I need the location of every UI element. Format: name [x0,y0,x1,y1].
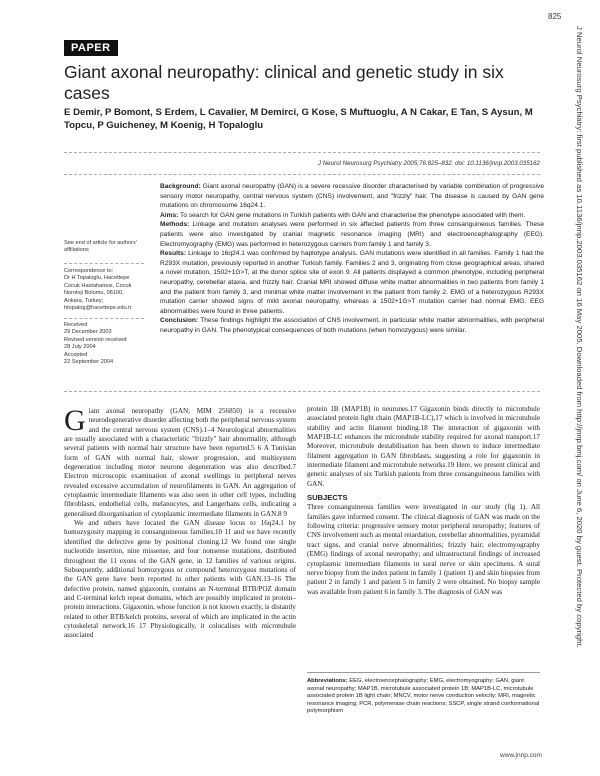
abstract-conclusion [160,316,544,335]
body-column-1 [64,404,296,641]
section-label: PAPER [64,40,118,56]
side-divider-1 [64,263,144,264]
abstract-results [160,249,544,316]
drop-cap: G [64,404,86,437]
conclusion-label: Conclusion: [160,317,199,325]
methods-label: Methods: [160,221,190,229]
abstract-divider [64,391,540,392]
vertical-note-text: J Neurol Neurosurg Psychiatry: first published as 10.1136/jnnp.2003.035162 on 16 May 2005. Downloaded from http://jnnp.bmj.com/ on June 6, 2020 by guest. Protected by copyright. [575,26,584,648]
article-title: Giant axonal neuropathy: clinical and genetic study in six cases [64,62,504,103]
side-divider-2 [64,318,144,319]
received-label: Received [64,322,88,328]
background-label: Background: [160,183,201,190]
footer-url[interactable]: www.jnnp.com [500,752,542,759]
intro-paragraph-1 [64,404,296,519]
accepted-label: Accepted [64,351,88,358]
dates-block [64,322,144,366]
abbreviations-text: EEG, electroencephalography; EMG, electromyography; GAN, giant axonal neuropathy; MAP1B, microtubule associated protein 1B; MAP1B-LC, microtubule associated protein 1B light chain; MNCV, motor nerve conduction velocity; MRI, magnetic resonance imaging; PCR, polymerase chain reactions; SSCP, single strand conformational polymorphism [307,678,540,715]
background-text: Giant axonal neuropathy (GAN) is a severe recessive disorder characterised by variable combination of progressive sensory motor neuropathy, central nervous system (CNS) involvement, and "frizzly" hair. The disease is caused by GAN gene mutations on chromosome 16q24.1. [160,183,544,210]
body-column-2 [307,405,540,597]
vertical-download-note [575,26,589,706]
conclusion-text: These findings highlight the association of CNS involvement, in particular white matter abnormalities, with peripheral neuropathy in GAN. The phenotypical consequences of both mutations (when homozygous) were similar. [160,317,544,334]
abstract [160,182,544,336]
header-divider [64,152,540,153]
results-text: Linkage to 16q24.1 was confirmed by haplotype analysis. GAN mutations were identified in all families. Family 1 had the R293X mutation, previously reported in another Turkish family. Families 2 and 3, originating from close geographical areas, shared a novel mutation, 1502+1G>T, at the donor splice site of exon 9. All patients displayed a common phenotype, including peripheral neuropathy, cerebellar ataxia, and frizzly hair. Cranial MRI showed diffuse white matter abnormalities in two patients from family 1 and the patient from family 3, and minimal white matter involvement in the patient from family 2. EMG of a heterozygous R293X mutation carrier showed signs of mild axonal neuropathy, whereas a 1502+1G>T mutation carrier had normal EMG. EEG abnormalities were found in three patients. [160,250,544,315]
citation-divider [64,174,540,175]
page-number: 825 [548,12,562,21]
methods-text: Linkage and mutation analyses were performed in six affected patients from three consanguineous families. These patients were also investigated by cranial magnetic resonance imaging (MRI) and electroencephalography (EEG). Electromyography (EMG) was performed in heterozygous carriers from family 1 and family 3. [160,221,544,248]
abstract-methods [160,220,544,249]
abbreviations-box [307,672,540,716]
citation-line: J Neurol Neurosurg Psychiatry 2005;76:825–832. doi: 10.1136/jnnp.2003.035162 [317,160,540,167]
abstract-background [160,182,544,211]
revised-date: 28 July 2004 [64,344,96,351]
revised-label: Revised version received [64,336,127,343]
accepted-date: 22 September 2004 [64,359,114,366]
received-date: 29 December 2003 [64,329,112,336]
aims-label: Aims: [160,211,179,219]
author-list: E Demir, P Bomont, S Erdem, L Cavalier, M Demirci, G Kose, S Muftuoglu, A N Cakar, E Tan, S Aysun, M Topcu, P Guicheney, M Koenig, H Topaloglu [64,107,533,131]
intro-text-1: iant axonal neuropathy (GAN; MIM 256850) is a recessive neurodegenerative disorder affecting both the peripheral nervous system and the central nervous system (CNS).1–4 Neurological abnormalities are usually associated with a characteristic "frizzly" hair abnormality, although several patients with normal hair structure have been reported.5 6 A Tunisian form of GAN with normal hair, slower progression, and multisystem degeneration including motor neurone degeneration was also described.7 Electron microscopic examination of axonal swellings in peripheral nerves revealed excessive accumulation of neurofilaments in GAN. An aggregation of cytoplasmic intermediate filaments was also seen in other cell types, including fibroblasts, endothelial cells, melanocytes, and Langerhans cells, indicating a generalised disorganisation of cytoplasmic intermediate filaments in GAN.8 9 [64,407,296,518]
correspondence-label: Correspondence to: [64,268,114,274]
correspondence-block [64,268,144,312]
intro-paragraph-3: protein 1B (MAP1B) in neurones.17 Gigaxonin binds directly to microtubule associated protein light chain (MAP1B-LC),17 which is involved in microtubule stability and actin filament binding.18 The interaction of gigaxonin with MAP1B-LC enhances the microtubule stability required for axonal transport.17 Moreover, microtubule destabilisation has been shown to induce intermediate filament aggregation in GAN fibroblasts, suggesting a role for gigaxonin in intermediate filament and microtubule networks.19 Here, we present clinical and genetic analyses of six Turkish patients from three consanguineous families with GAN. [307,405,540,488]
abbreviations-label: Abbreviations: [307,678,348,684]
affiliations-note: See end of article for authors' affiliations [64,240,137,254]
subjects-heading: SUBJECTS [307,493,348,503]
abstract-aims [160,211,544,221]
subjects-paragraph: Three consanguineous families were investigated in our study (fig 1). All families gave informed consent. The clinical diagnosis of GAN was made on the following criteria: progressive sensory motor peripheral neuropathy; features of CNS involvement such as mental retardation, cerebellar abnormalities, pyramidal tract signs, and cranial nerve abnormalities; frizzly hair; electromyography (EMG) findings of axonal neuropathy; and ultrastructural findings of increased cytoplasmic intermediate filaments in sural nerve or skin specimens. A sural nerve biopsy from the index patient in family 1 (patient 1) and skin biopsies from patient 2 in family 1 and patient 5 in family 2 were obtained. No biopsy sample was available from patient 6 in family 3. The diagnosis of GAN was [307,503,540,596]
aims-text: To search for GAN gene mutations in Turkish patients with GAN and characterise the phenotype associated with them. [180,211,526,219]
intro-paragraph-2: We and others have located the GAN disease locus to 16q24.1 by homozygosity mapping in consanguineous families,10 11 and we have recently identified the defective gene by positional cloning.12 We found one single nucleotide insertion, nine missense, and four nonsense mutations, distributed throughout the 11 exons of the GAN gene, in 12 families of various origins. Subsequently, additional homozygous or compound heterozygous mutations of the GAN gene have been reported in other patients with GAN.13–16 The defective protein, named gigaxonin, contains an N-terminal BTB/POZ domain and C-terminal kelch repeat domains, which are possibly implicated in protein–protein interactions. Gigaxonin, whose function is not known exactly, is distantly related to other BTB/kelch proteins, several of which are implicated in the actin cytoskeletal network.16 17 Physiologically, it colocalises with microtubule associated [64,519,296,640]
correspondence-text: Dr H Topaloglu, Hacettepe Cocuk Hastahanesi, Cocuk Noroloji Bolumu, 06100, Ankara, Turkey; htopalog@hacettepe.edu.tr [64,275,132,312]
results-label: Results: [160,250,187,258]
